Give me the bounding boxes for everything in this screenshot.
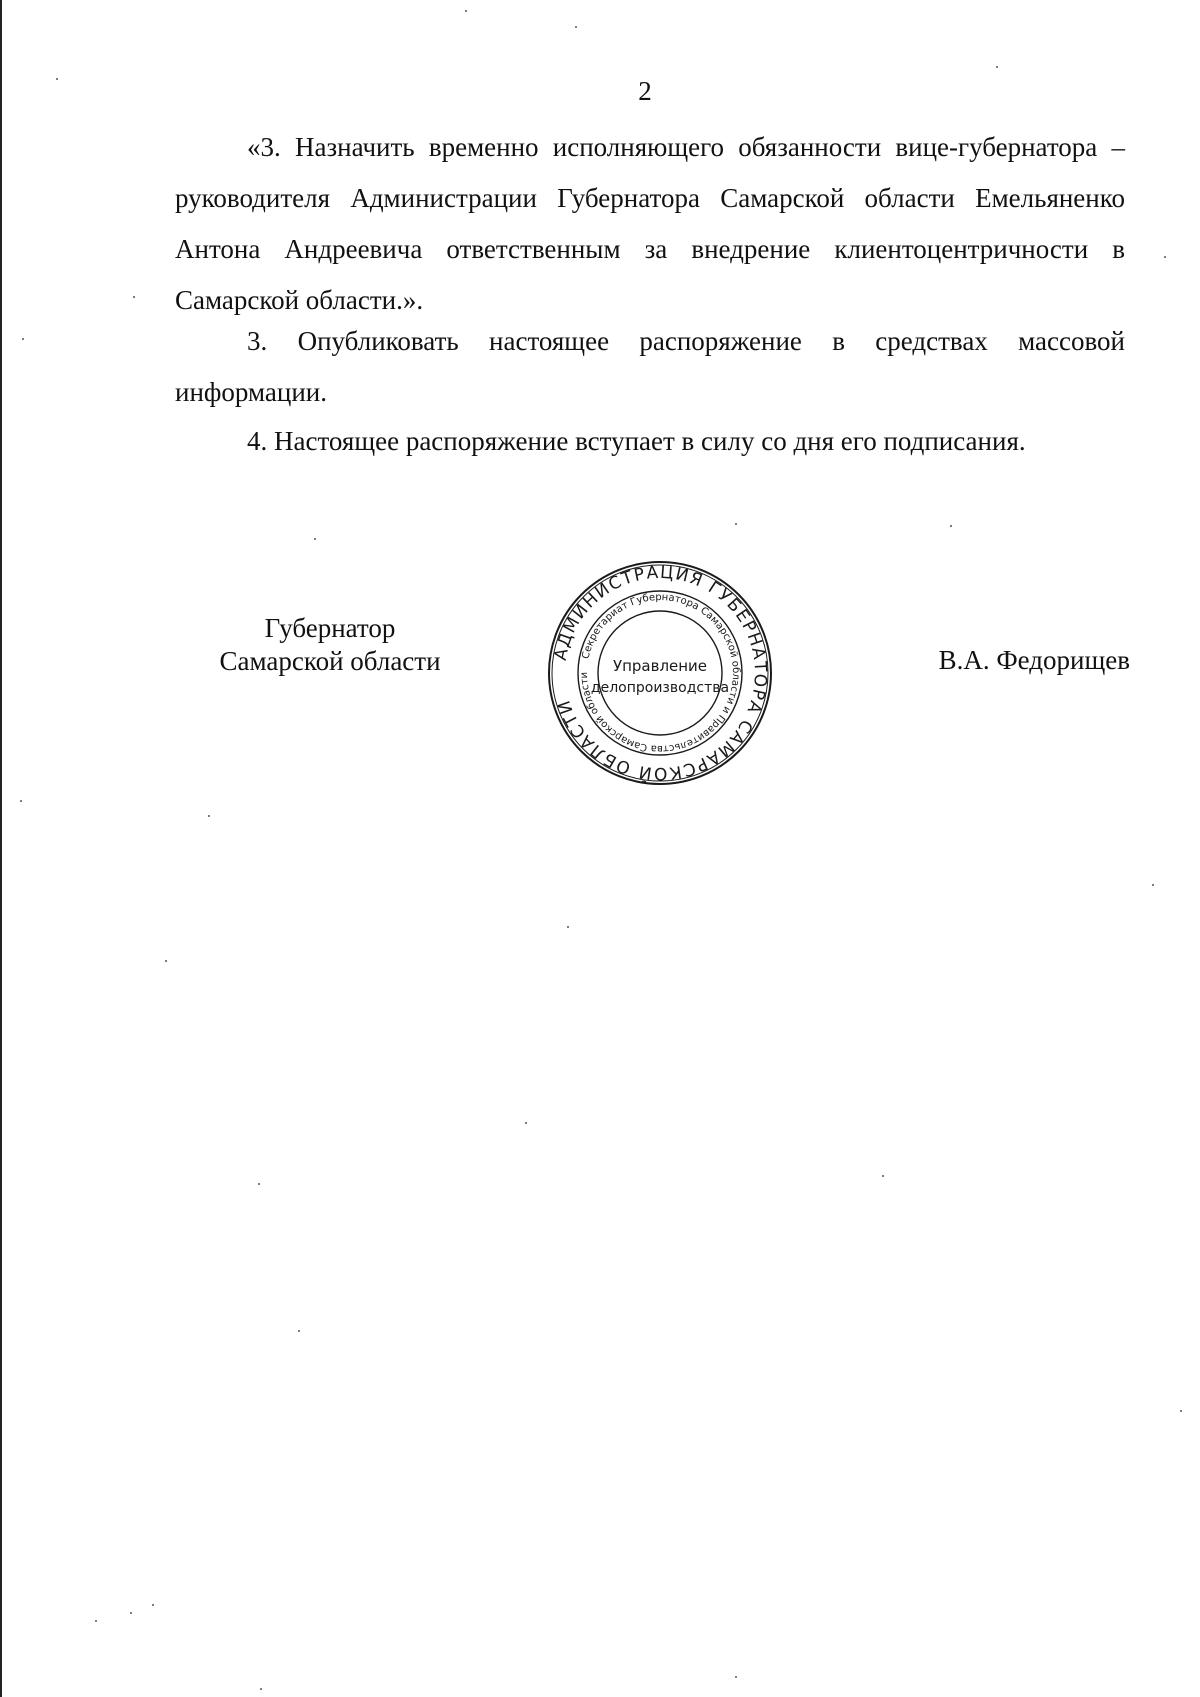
scan-speck	[208, 815, 210, 817]
scan-speck	[882, 1175, 884, 1177]
scan-speck	[314, 538, 316, 540]
scan-speck	[152, 1604, 154, 1606]
scan-edge	[0, 0, 2, 1697]
stamp-center-line-1: Управление	[612, 657, 708, 675]
paragraph-2: 3. Опубликовать настоящее распоряжение в средствах массовой информации.	[175, 326, 1125, 407]
scan-speck	[298, 1330, 300, 1332]
scan-speck	[567, 926, 569, 928]
scan-speck	[258, 1183, 260, 1185]
scan-speck	[165, 960, 167, 962]
signatory-title	[200, 612, 460, 678]
scan-speck	[1152, 884, 1154, 886]
stamp-inner-text: Секретариат Губернатора Самарской области и Правительства Самарской области	[578, 591, 742, 755]
paragraph-1-block	[175, 122, 1125, 326]
scan-speck	[465, 10, 467, 12]
official-stamp	[545, 558, 775, 788]
signatory-title-line-1: Губернатор	[264, 613, 396, 643]
scan-speck	[130, 1612, 132, 1614]
stamp-center-line-2: делопроизводства	[590, 680, 730, 696]
scan-speck	[22, 338, 24, 340]
signatory-title-line-2: Самарской области	[219, 646, 441, 676]
scan-speck	[950, 525, 952, 527]
scan-speck	[20, 800, 22, 802]
scan-speck	[133, 296, 135, 298]
paragraph-1: «3. Назначить временно исполняющего обязанности вице-губернатора – руководителя Администрации Губернатора Самарской области Емельяненко Антона Андреевича ответственным за внедрение клиентоцентричности в Самарской области.».	[175, 132, 1125, 315]
paragraph-3: 4. Настоящее распоряжение вступает в силу со дня его подписания.	[247, 426, 1026, 456]
page-number: 2	[638, 76, 652, 106]
signatory-name: В.А. Федорищев	[938, 645, 1130, 675]
scan-speck	[56, 78, 58, 80]
paragraph-3-block	[175, 416, 1125, 467]
scan-speck	[1164, 256, 1166, 258]
scan-speck	[735, 523, 737, 525]
scan-speck	[260, 1688, 262, 1690]
scan-speck	[996, 66, 998, 68]
scan-speck	[525, 1122, 527, 1124]
paragraph-2-block	[175, 316, 1125, 418]
scan-speck	[95, 1620, 97, 1622]
scan-speck	[735, 1676, 737, 1678]
stamp-outer-text: АДМИНИСТРАЦИЯ ГУБЕРНАТОРА САМАРСКОЙ ОБЛАСТИ	[550, 562, 771, 784]
scan-speck	[575, 26, 577, 28]
scan-speck	[1180, 1410, 1182, 1412]
